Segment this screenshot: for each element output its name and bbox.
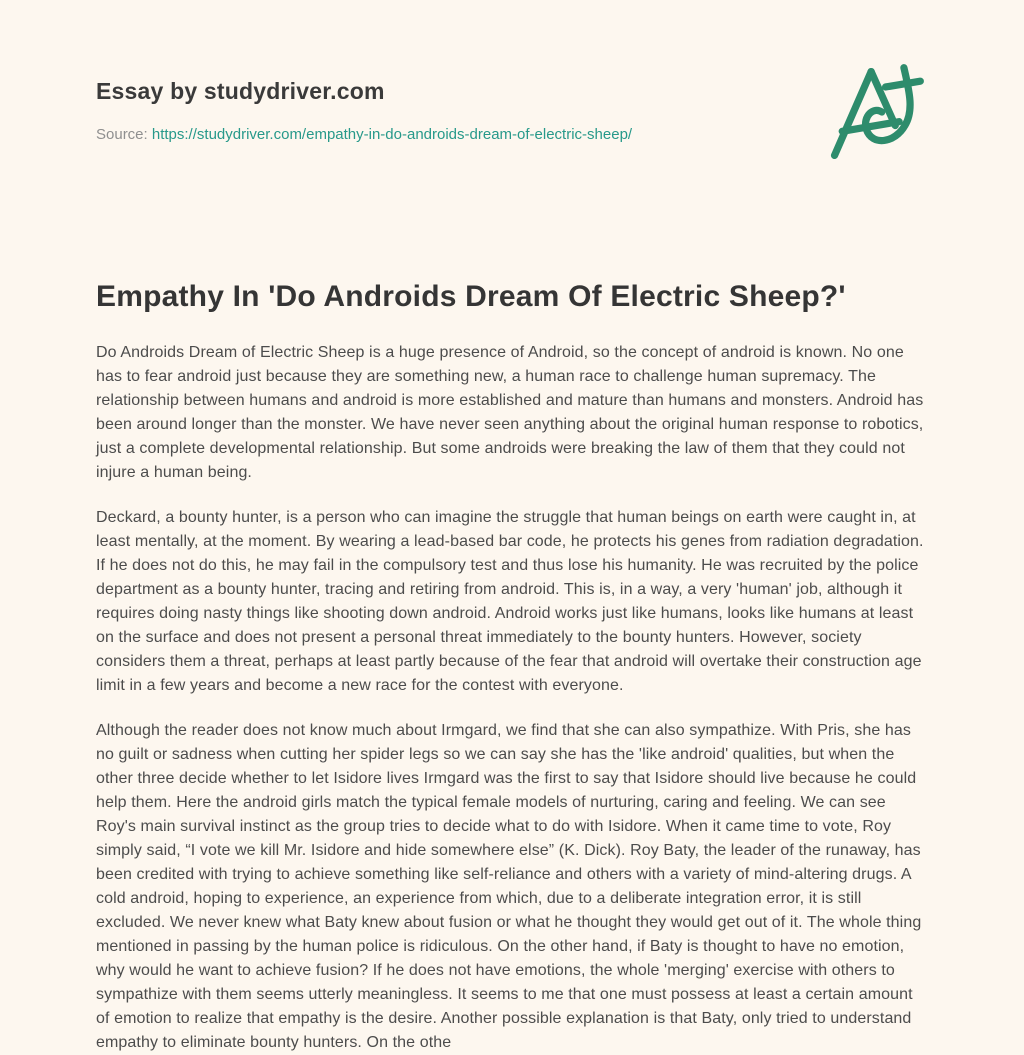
- source-label: Source:: [96, 126, 148, 143]
- essay-body: [96, 341, 928, 1055]
- source-line: [96, 126, 632, 143]
- header-text-block: [96, 64, 632, 143]
- a-plus-logo-icon: [822, 60, 928, 166]
- essay-paragraph-1: Do Androids Dream of Electric Sheep is a huge presence of Android, so the concept of android is known. No one has to fear android just because they are something new, a human race to challenge human supremacy. The relationship between humans and android is more established and mature than humans and monsters. Android has been around longer than the monster. We have never seen anything about the original human response to robotics, just a complete developmental relationship. But some androids were breaking the law of them that they could not injure a human being.: [96, 344, 924, 481]
- studydriver-logo: [822, 60, 928, 166]
- essay-paragraph-3: Although the reader does not know much about Irmgard, we find that she can also sympathize. With Pris, she has no guilt or sadness when cutting her spider legs so we can say she has the 'like android' qualities, but when the other three decide whether to let Isidore lives Irmgard was the first to say that Isidore should live because he could help them. Here the android girls match the typical female models of nurturing, caring and feeling. We can see Roy's main survival instinct as the group tries to decide what to do with Isidore. When it came time to vote, Roy simply said, “I vote we kill Mr. Isidore and hide somewhere else” (K. Dick). Roy Baty, the leader of the runaway, has been credited with trying to achieve something like self-reliance and others with a variety of mind-altering drugs. A cold android, hoping to experience, an experience from which, due to a deliberate integration error, it is still excluded. We never knew what Baty knew about fusion or what he thought they would get out of it. The whole thing mentioned in passing by the human police is ridiculous. On the other hand, if Baty is thought to have no emotion, why would he want to achieve fusion? If he does not have emotions, the whole 'merging' exercise with others to sympathize with them seems utterly meaningless. It seems to me that one must possess at least a certain amount of emotion to realize that empathy is the desire. Another possible explanation is that Baty, only tried to understand empathy to eliminate bounty hunters. On the othe: [96, 722, 922, 1051]
- essay-title: Empathy In 'Do Androids Dream Of Electric Sheep?': [96, 280, 846, 313]
- source-link[interactable]: https://studydriver.com/empathy-in-do-androids-dream-of-electric-sheep/: [151, 126, 633, 143]
- byline: Essay by studydriver.com: [96, 78, 385, 104]
- page-header: [96, 64, 928, 166]
- essay-paragraph-2: Deckard, a bounty hunter, is a person who can imagine the struggle that human beings on earth were caught in, at least mentally, at the moment. By wearing a lead-based bar code, he protects his genes from radiation degradation. If he does not do this, he may fail in the compulsory test and thus lose his humanity. He was recruited by the police department as a bounty hunter, tracing and retiring from android. This is, in a way, a very 'human' job, although it requires doing nasty things like shooting down android. Android works just like humans, looks like humans at least on the surface and does not present a personal threat immediately to the bounty hunters. However, society considers them a threat, perhaps at least partly because of the fear that android will overtake their construction age limit in a few years and become a new race for the contest with everyone.: [96, 509, 924, 694]
